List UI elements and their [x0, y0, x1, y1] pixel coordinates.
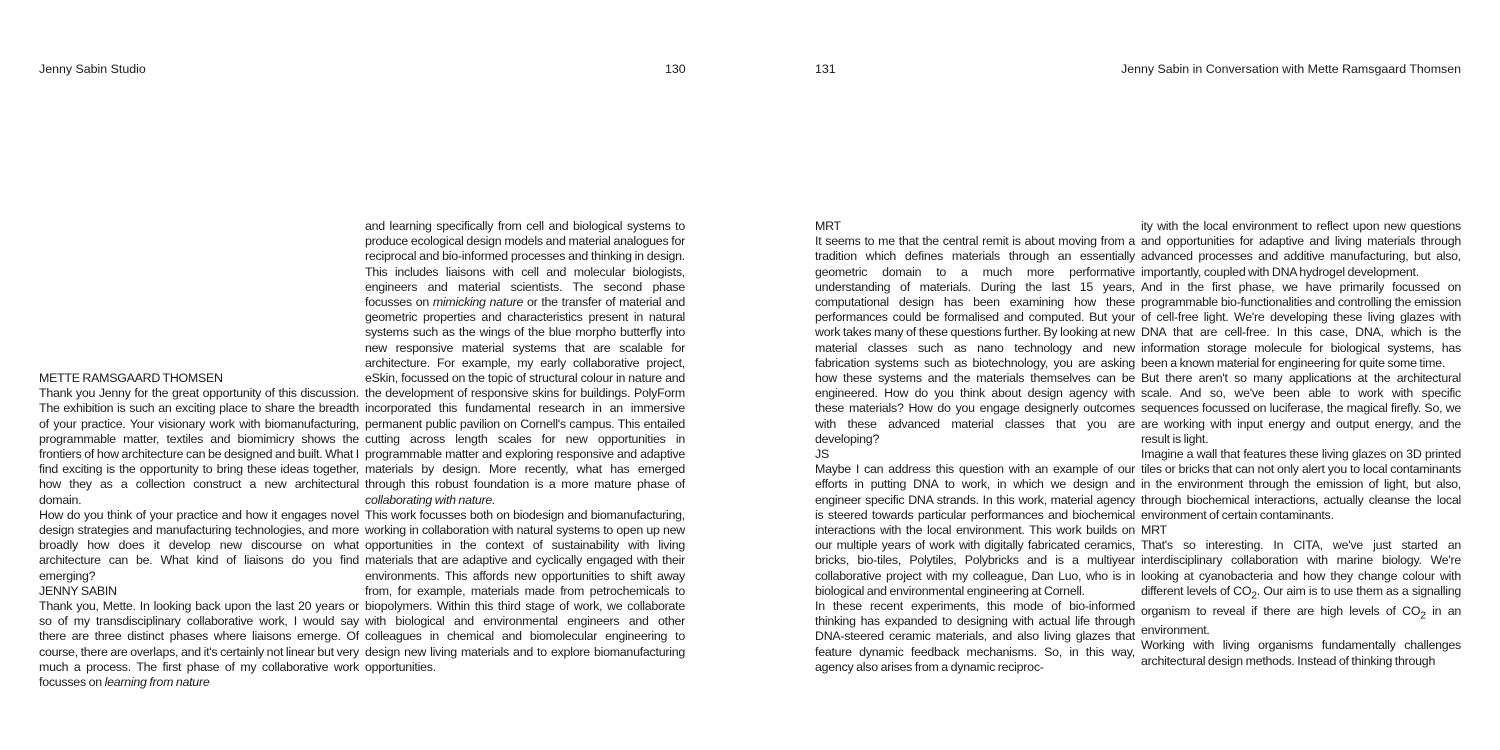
speaker-label: JS: [815, 447, 829, 462]
subscript: 2: [1251, 590, 1257, 602]
right-page-column-1: [815, 219, 1135, 675]
paragraph: It seems to me that the central remit is about moving from a tradition which defines materials through an essentially geometric domain to a much more performative understanding of materials. During the last 15 years, computational design has been examining how these performances could be formalised and computed. But your work takes many of these questions further. By looking at new material classes such as nano technology and new fabrication systems such as biotechnology, you are asking how these systems and the materials themselves can be engineered. How do you think about design agency with these materials? How do you engage designerly outcomes with these advanced material classes that you are developing?: [815, 234, 1135, 446]
left-page-column-2: [365, 219, 685, 675]
paragraph: Thank you, Mette. In looking back upon the last 20 years or so of my transdisciplinary collaborative work, I would say there are three distinct phases where liaisons emerge. Of course, there are overlaps, and it's certainly not linear but very much a process. The first phase of my collaborative work focusses on learning from nature: [39, 599, 359, 690]
emphasis: mimicking nature: [432, 295, 524, 310]
paragraph: Imagine a wall that features these living glazes on 3D printed tiles or bricks that can not only alert you to local contaminants in the environment through the emission of light, but also, through biochemical interactions, actually cleanse the local environment of certain contaminants.: [1141, 447, 1461, 522]
speaker-label: MRT: [1141, 523, 1167, 538]
speaker-label: METTE RAMSGAARD THOMSEN: [39, 371, 223, 385]
paragraph: ity with the local environment to reflect upon new questions and opportunities for adaptive and living materials through advanced processes and additive manufacturing, but also, importantly, coupled with DNA hydrogel development.: [1141, 219, 1461, 279]
right-running-head: Jenny Sabin in Conversation with Mette Ramsgaard Thomsen: [1121, 62, 1461, 76]
speaker-label: JENNY SABIN: [39, 583, 117, 598]
right-page-number: 131: [815, 62, 836, 76]
paragraph: But there aren't so many applications at the architectural scale. And so, we've been able to work with specific sequences focussed on luciferase, the magical firefly. So, we are working with input energy and output energy, and the result is light.: [1141, 371, 1461, 446]
speaker-label: MRT: [815, 219, 841, 233]
paragraph: That's so interesting. In CITA, we've just started an interdisciplinary collaboration with marine biology. We're looking at cyanobacteria and how they change colour with different levels of $CO_2$. Our aim is to use them as a signalling organism to reveal if there are high levels of $CO_2$ in an environment.: [1141, 538, 1461, 638]
left-running-head: Jenny Sabin Studio: [39, 62, 146, 76]
subscript: 2: [1420, 610, 1426, 622]
paragraph: This work focusses both on biodesign and biomanufacturing, working in collaboration with natural systems to open up new opportunities in the context of sustainability with living materials that are adaptive and cyclically engaged with their environments. This affords new opportunities to shift away from, for example, materials made from petrochemicals to biopolymers. Within this third stage of work, we collaborate with biological and environmental engineers and other colleagues in chemical and biomolecular engineering to design new living materials and to explore biomanufacturing opportunities.: [365, 507, 685, 674]
emphasis: collaborating with nature.: [365, 492, 496, 507]
right-page-column-2: [1141, 219, 1461, 669]
left-page-column-1: [39, 371, 359, 690]
paragraph: Maybe I can address this question with an example of our efforts in putting DNA to work, in which we design and engineer specific DNA strands. In this work, material agency is steered towards particular performances and biochemical interactions with the local environment. This work builds on our multiple years of work with digitally fabricated ceramics, bricks, bio-tiles, Polytiles, Polybricks and is a multiyear collaborative project with my colleague, Dan Luo, who is in biological and environmental engineering at Cornell.: [815, 462, 1135, 598]
left-page-number: 130: [665, 62, 686, 76]
paragraph: In these recent experiments, this mode of bio-informed thinking has expanded to designing with actual life through DNA-steered ceramic materials, and also living glazes that feature dynamic feedback mechanisms. So, in this way, agency also arises from a dynamic reciproc-: [815, 599, 1135, 674]
paragraph: Working with living organisms fundamentally challenges architectural design methods. Instead of thinking through: [1141, 638, 1461, 668]
emphasis: learning from nature: [104, 675, 210, 690]
paragraph: And in the first phase, we have primarily focussed on programmable bio-functionalities and controlling the emission of cell-free light. We're developing these living glazes with DNA that are cell-free. In this case, DNA, which is the information storage molecule for biological systems, has been a known material for engineering for quite some time.: [1141, 279, 1461, 370]
paragraph: and learning specifically from cell and biological systems to produce ecological design models and material analogues for reciprocal and bio-informed processes and thinking in design. This includes liaisons with cell and molecular biologists, engineers and material scientists. The second phase focusses on mimicking nature or the transfer of material and geometric properties and characteristics present in natural systems such as the wings of the blue morpho butterfly into new responsive material systems that are scalable for architecture. For example, my early collaborative project, eSkin, focussed on the topic of structural colour in nature and the development of responsive skins for buildings. PolyForm incorporated this fundamental research in an immersive permanent public pavilion on Cornell's campus. This entailed cutting across length scales for new opportunities in programmable matter and exploring responsive and adaptive materials by design. More recently, what has emerged through this robust foundation is a more mature phase of collaborating with nature.: [365, 219, 685, 507]
paragraph: How do you think of your practice and how it engages novel design strategies and manufacturing technologies, and more broadly how does it develop new discourse on what architecture can be. What kind of liaisons do you find emerging?: [39, 507, 359, 583]
paragraph: Thank you Jenny for the great opportunity of this discussion. The exhibition is such an exciting place to share the breadth of your practice. Your visionary work with biomanufacturing, programmable matter, textiles and biomimicry shows the frontiers of how architecture can be designed and built. What I find exciting is the opportunity to bring these ideas together, how they as a collection construct a new architectural domain.: [39, 386, 359, 507]
